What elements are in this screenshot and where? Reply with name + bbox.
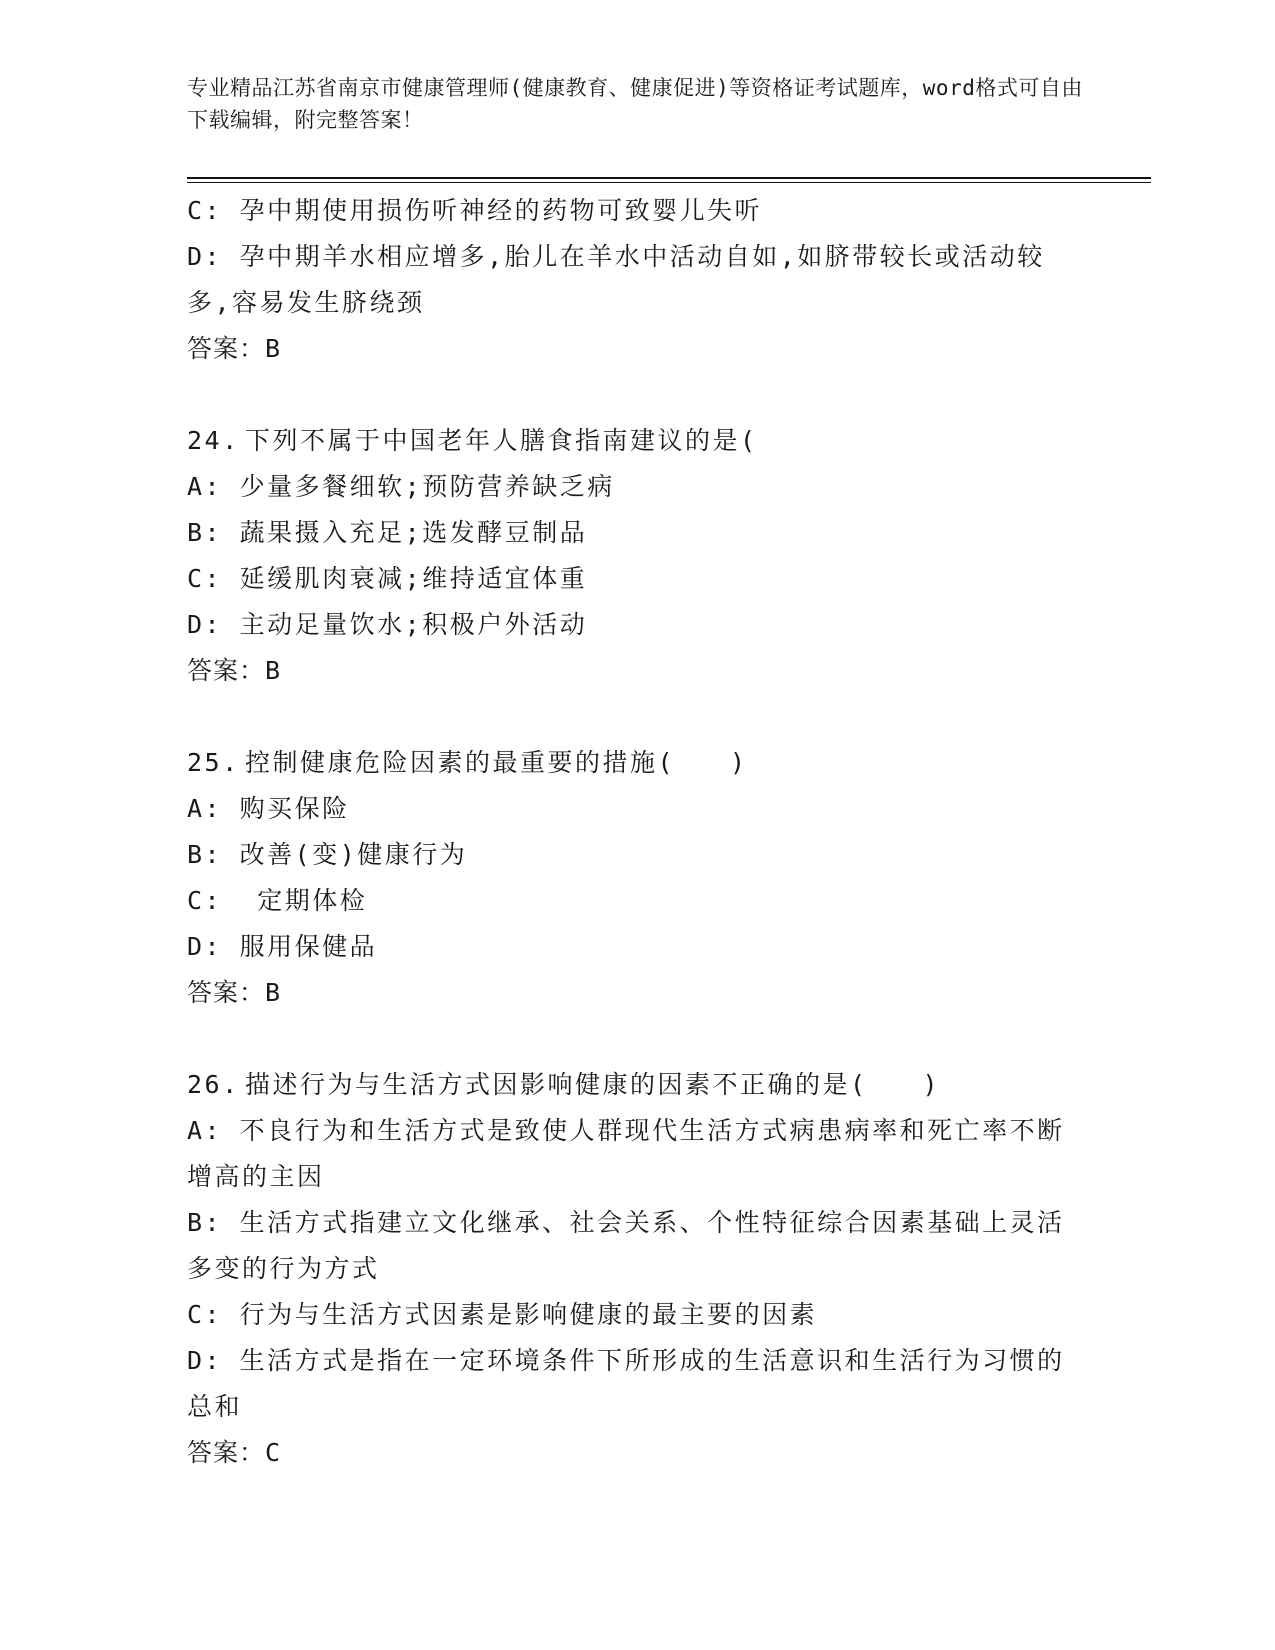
option-d: D: 服用保健品 <box>187 932 378 961</box>
question-stem <box>187 740 1067 786</box>
question-text: 描述行为与生活方式因影响健康的因素不正确的是( ) <box>245 1070 941 1099</box>
spacer <box>187 694 1067 740</box>
question-stem <box>187 418 1067 464</box>
question-number: 24. <box>187 426 240 455</box>
header-divider-thick <box>187 177 1151 179</box>
option-d: D: 孕中期羊水相应增多,胎儿在羊水中活动自如,如脐带较长或活动较多,容易发生脐绕颈 <box>187 242 1045 317</box>
option-c: C: 孕中期使用损伤听神经的药物可致婴儿失听 <box>187 196 763 225</box>
answer-label: 答案：B <box>187 334 282 363</box>
option-b: B: 改善(变)健康行为 <box>187 840 468 869</box>
option-c: C: 行为与生活方式因素是影响健康的最主要的因素 <box>187 1300 818 1329</box>
question-number: 25. <box>187 748 240 777</box>
question-number: 26. <box>187 1070 240 1099</box>
prev-question-block <box>187 188 1067 372</box>
answer-label: 答案：B <box>187 656 282 685</box>
option-b: B: 生活方式指建立文化继承、社会关系、个性特征综合因素基础上灵活多变的行为方式 <box>187 1208 1065 1283</box>
spacer <box>187 372 1067 418</box>
document-header <box>187 72 1087 136</box>
spacer <box>187 1016 1067 1062</box>
question-text: 控制健康危险因素的最重要的措施( ) <box>245 748 748 777</box>
question-list <box>187 188 1067 1476</box>
question-24 <box>187 418 1067 694</box>
header-text: 专业精品江苏省南京市健康管理师(健康教育、健康促进)等资格证考试题库，word格式可自由下载编辑，附完整答案！ <box>187 76 1083 132</box>
option-d: D: 生活方式是指在一定环境条件下所形成的生活意识和生活行为习惯的总和 <box>187 1346 1065 1421</box>
answer-label: 答案：B <box>187 978 282 1007</box>
question-text: 下列不属于中国老年人膳食指南建议的是( <box>245 426 758 455</box>
option-a: A: 购买保险 <box>187 794 350 823</box>
option-a: A: 少量多餐细软;预防营养缺乏病 <box>187 472 615 501</box>
header-divider-thin <box>187 182 1151 183</box>
question-25 <box>187 740 1067 1016</box>
option-b: B: 蔬果摄入充足;选发酵豆制品 <box>187 518 588 547</box>
option-a: A: 不良行为和生活方式是致使人群现代生活方式病患病率和死亡率不断增高的主因 <box>187 1116 1065 1191</box>
answer-label: 答案：C <box>187 1438 282 1467</box>
option-c: C: 定期体检 <box>187 886 368 915</box>
question-stem <box>187 1062 1067 1108</box>
question-26 <box>187 1062 1067 1476</box>
option-d: D: 主动足量饮水;积极户外活动 <box>187 610 588 639</box>
option-c: C: 延缓肌肉衰减;维持适宜体重 <box>187 564 588 593</box>
